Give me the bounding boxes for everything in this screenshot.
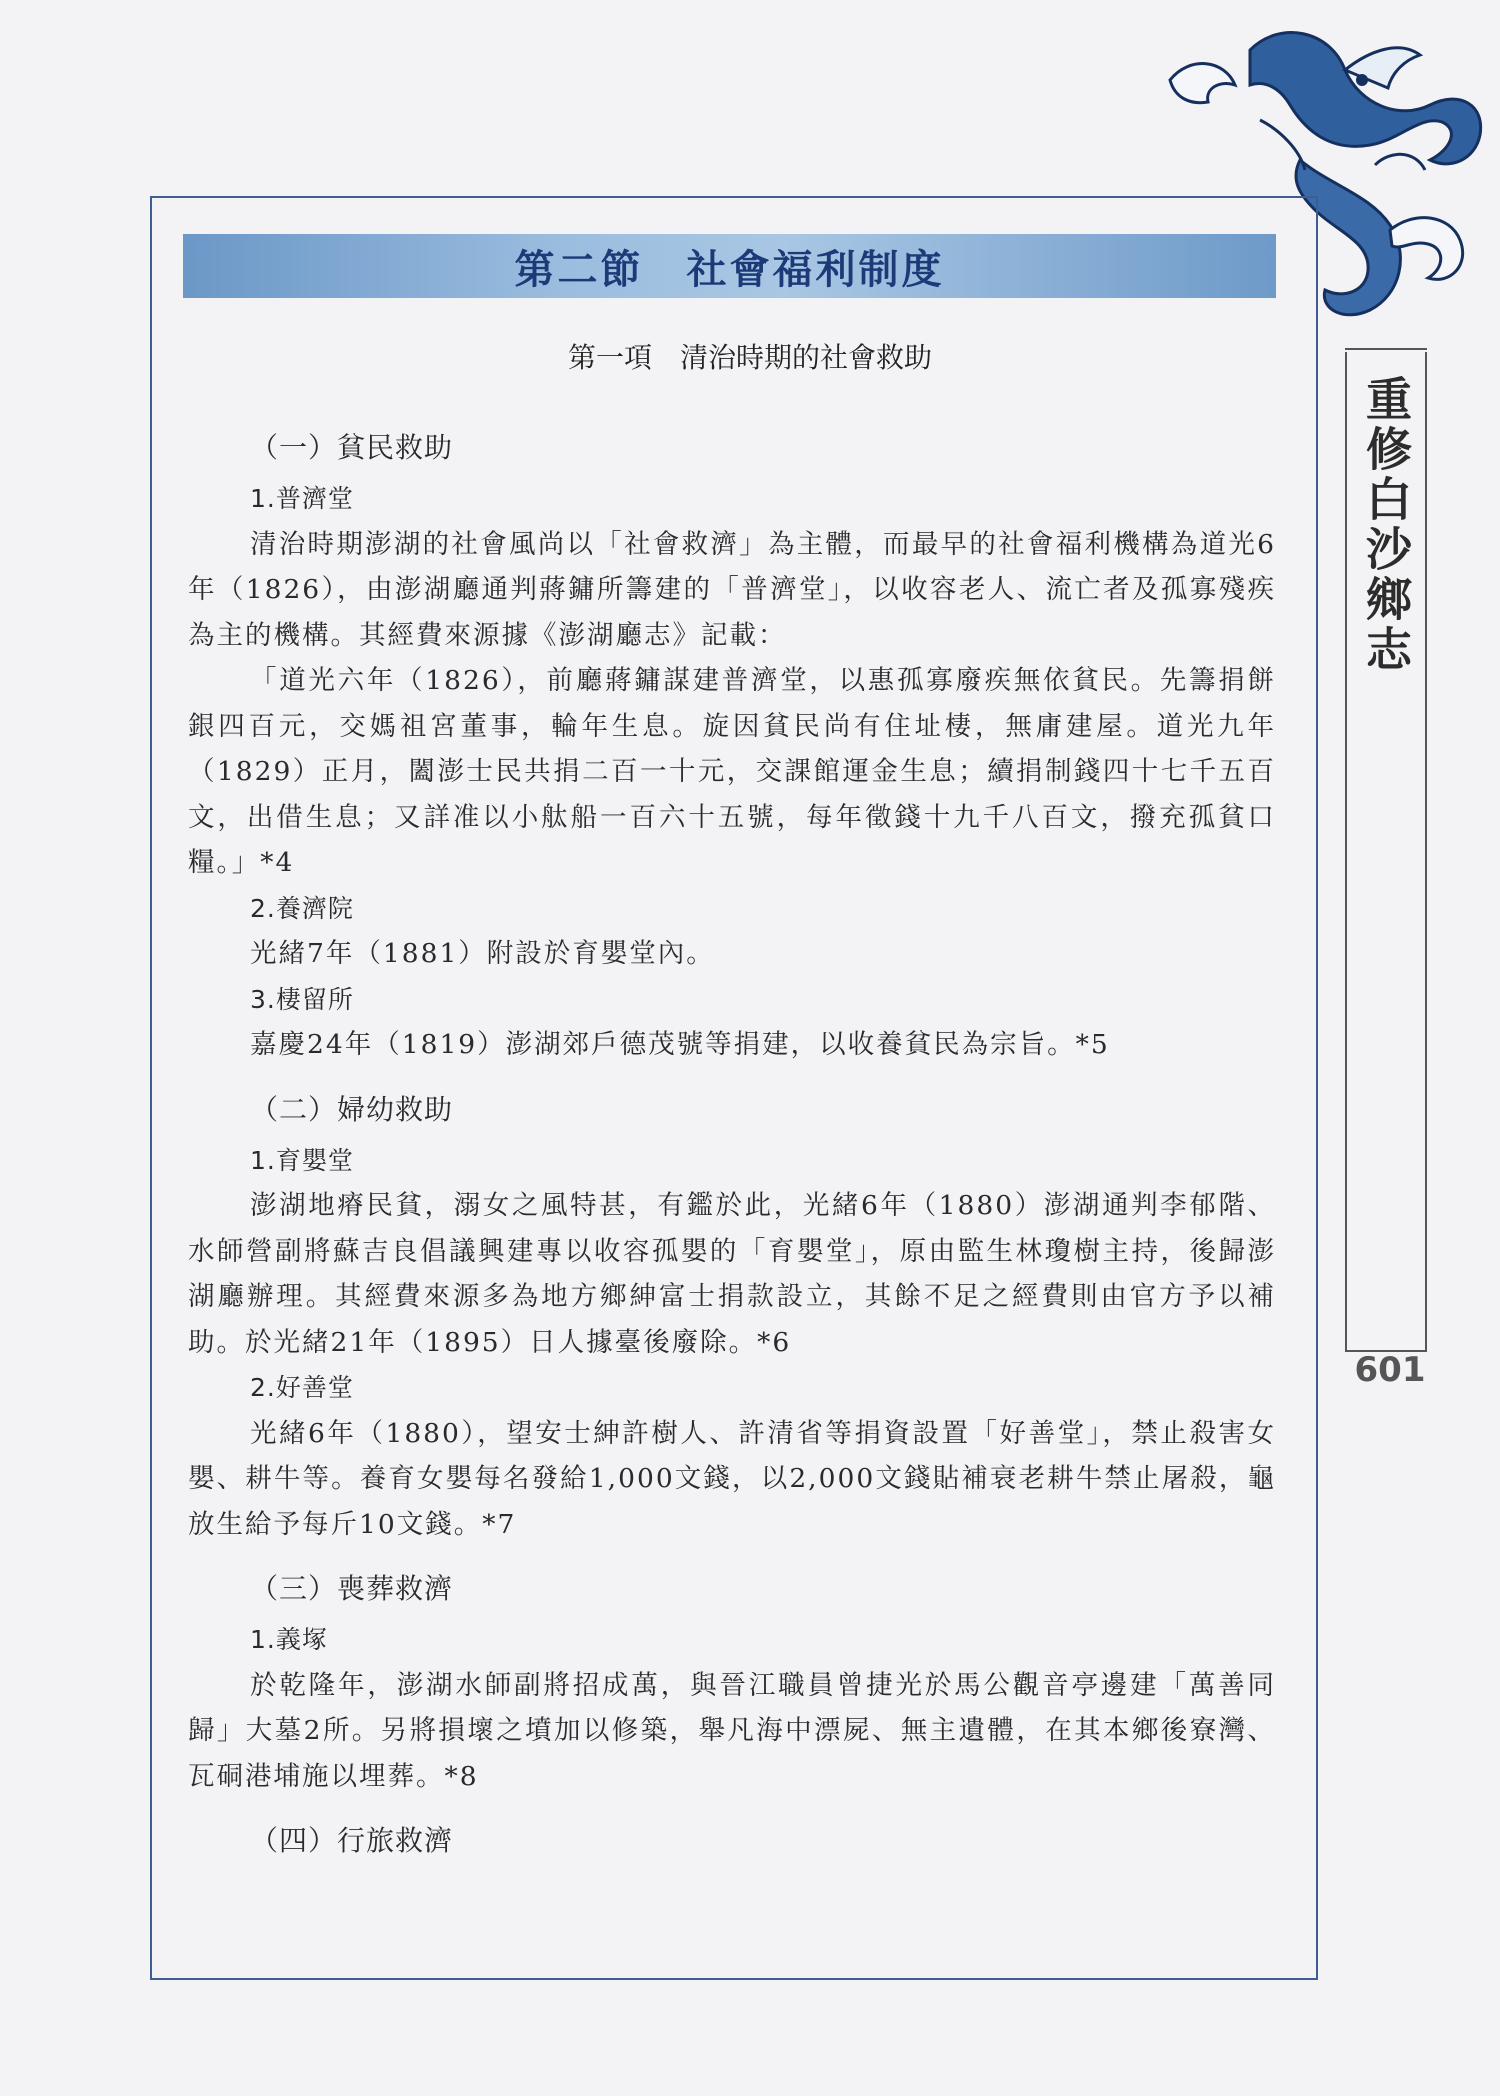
item-yizhong: 1.義塚 — [250, 1625, 328, 1654]
paragraph: 清治時期澎湖的社會風尚以「社會救濟」為主體，而最早的社會福利機構為道光6年（1826），由澎湖廳通判蔣鏞所籌建的「普濟堂」，以收容老人、流亡者及孤寡殘疾為主的機構。其經費來源據《澎湖廳志》記載： — [188, 528, 1276, 651]
page-number: 601 — [1354, 1350, 1426, 1390]
side-title: 重修白沙鄉志 — [1359, 375, 1413, 675]
item-haoshan-tang: 2.好善堂 — [250, 1373, 354, 1402]
paragraph: 嘉慶24年（1819）澎湖郊戶德茂號等捐建，以收養貧民為宗旨。*5 — [250, 1029, 1110, 1060]
main-content — [188, 420, 1305, 1869]
item-qiliu-suo: 3.棲留所 — [250, 984, 354, 1014]
item-puji-tang: 1.普濟堂 — [250, 484, 354, 513]
subsection-title: 第一項 清治時期的社會救助 — [567, 341, 932, 374]
heading-poor-relief: （一）貧民救助 — [250, 431, 454, 464]
quotation-paragraph: 「道光六年（1826），前廳蔣鏞謀建普濟堂，以惠孤寡廢疾無依貧民。先籌捐餅銀四百元，交媽祖宮董事，輪年生息。旋因貧民尚有住址棲，無庸建屋。道光九年（1829）正月，闔澎士民共捐二百一十元，交課館運金生息；續捐制錢四十七千五百文，出借生息；又詳准以小舦船一百六十五號，每年徵錢十九千八百文，撥充孤貧口糧。」*4 — [188, 665, 1276, 878]
item-yangji-yuan: 2.養濟院 — [250, 893, 354, 923]
section-title: 第二節 社會福利制度 — [514, 245, 945, 293]
paragraph: 光緒6年（1880），望安士紳許樹人、許清省等捐資設置「好善堂」，禁止殺害女嬰、耕牛等。養育女嬰每名發給1,000文錢，以2,000文錢貼補衰老耕牛禁止屠殺，龜 放生給予每斤10文錢。*7 — [188, 1417, 1305, 1540]
heading-funeral-relief: （三）喪葬救濟 — [250, 1572, 454, 1605]
heading-women-children-relief: （二）婦幼救助 — [250, 1092, 454, 1126]
paragraph: 澎湖地瘠民貧，溺女之風特甚，有鑑於此，光緒6年（1880）澎湖通判李郁階、水師營副將蘇吉良倡議興建專以收容孤嬰的「育嬰堂」，原由監生林瓊樹主持，後歸澎湖廳辦理。其經費來源多為地方鄉紳富士捐款設立，其餘不足之經費則由官方予以補助。於光緒21年（1895）日人據臺後廢除。*6 — [188, 1190, 1276, 1358]
paragraph: 光緒7年（1881）附設於育嬰堂內。 — [250, 938, 715, 969]
section-banner — [183, 234, 1276, 298]
heading-traveler-relief: （四）行旅救濟 — [250, 1824, 454, 1857]
paragraph: 於乾隆年，澎湖水師副將招成萬，與晉江職員曾捷光於馬公觀音亭邊建「萬善同歸」大墓2所。另將損壞之墳加以修築，舉凡海中漂屍、無主遺體，在其本鄉後寮灣、瓦硐港埔施以埋葬。*8 — [188, 1669, 1276, 1792]
item-yuying-tang: 1.育嬰堂 — [250, 1145, 354, 1175]
